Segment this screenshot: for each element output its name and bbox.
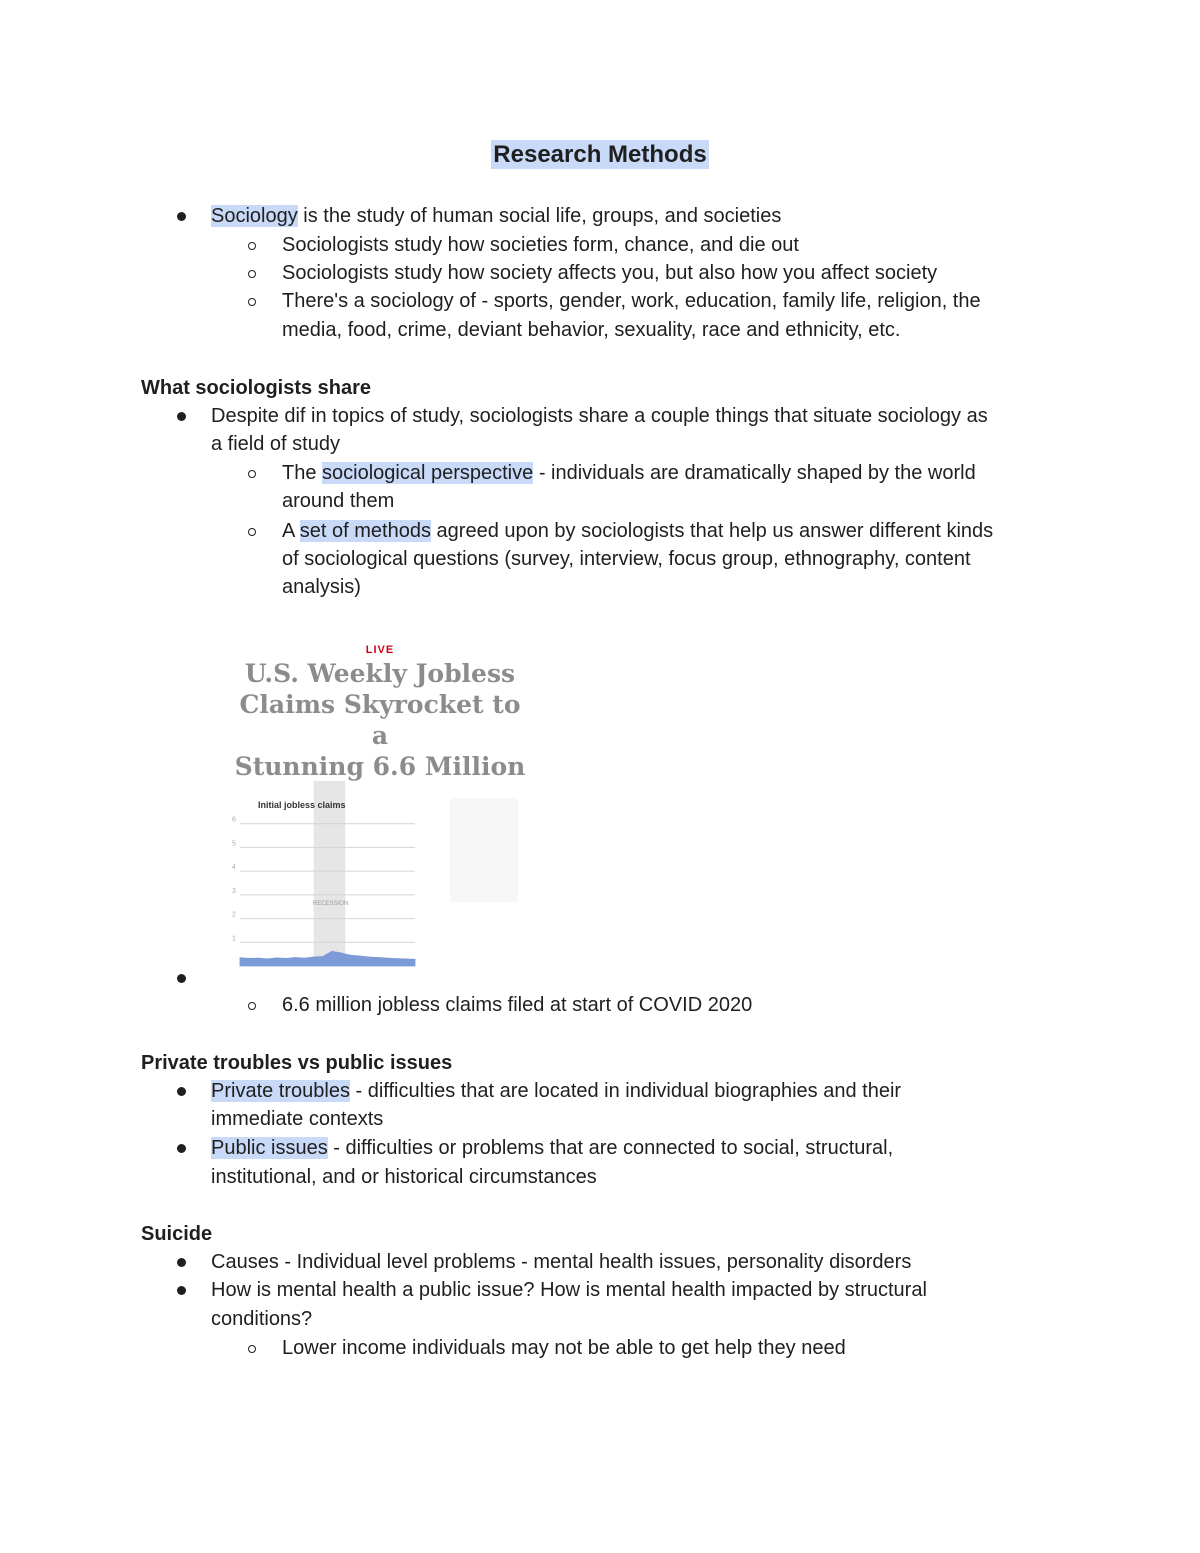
text: - individuals are dramatically shaped by the world xyxy=(533,462,976,484)
data-point xyxy=(239,957,240,958)
bullet-dot xyxy=(177,1144,186,1153)
sub-list-item: There's a sociology of - sports, gender, work, education, family life, religion, the xyxy=(282,290,981,312)
y-tick-label: 3 xyxy=(232,887,236,895)
list-item xyxy=(211,1134,893,1162)
bullet-dot xyxy=(177,212,186,221)
sub-list-item-cont: of sociological questions (survey, interview, focus group, ethnography, content xyxy=(282,548,971,570)
bullet-dot xyxy=(177,1258,186,1267)
data-point xyxy=(322,956,323,957)
data-point xyxy=(414,959,415,960)
text: agreed upon by sociologists that help us answer different kinds xyxy=(430,520,994,542)
text: A xyxy=(282,520,300,542)
sub-bullet-circle xyxy=(248,242,256,250)
sub-list-item xyxy=(282,459,976,487)
list-item: How is mental health a public issue? How is mental health impacted by structural xyxy=(211,1279,927,1301)
data-point xyxy=(332,951,333,952)
sub-bullet-circle xyxy=(248,1002,256,1010)
image-caption: 6.6 million jobless claims filed at start of COVID 2020 xyxy=(282,994,753,1016)
highlight-term: Private troubles xyxy=(211,1080,350,1102)
news-headline xyxy=(232,658,528,782)
faded-panel xyxy=(450,798,518,902)
list-item-cont: conditions? xyxy=(211,1308,313,1330)
data-point xyxy=(368,956,369,957)
list-item xyxy=(211,1077,901,1105)
y-tick-label: 2 xyxy=(232,911,236,919)
y-tick-label: 5 xyxy=(232,840,236,848)
sub-list-item-cont: around them xyxy=(282,490,395,512)
jobless-claims-chart xyxy=(232,778,422,974)
data-point xyxy=(286,958,287,959)
data-point xyxy=(387,958,388,959)
list-item-cont: institutional, and or historical circumstances xyxy=(211,1166,597,1188)
sub-list-item: Sociologists study how society affects you, but also how you affect society xyxy=(282,262,938,284)
list-item-cont: immediate contexts xyxy=(211,1108,384,1130)
bullet-dot xyxy=(177,974,186,983)
page-title xyxy=(0,141,1200,169)
data-point xyxy=(405,958,406,959)
text: The xyxy=(282,462,323,484)
sub-bullet-circle xyxy=(248,270,256,278)
data-point xyxy=(249,958,250,959)
data-point xyxy=(396,958,397,959)
list-item xyxy=(211,202,781,230)
data-point xyxy=(276,957,277,958)
data-point xyxy=(359,955,360,956)
title-text: Research Methods xyxy=(493,141,707,168)
data-point xyxy=(295,957,296,958)
data-point xyxy=(350,955,351,956)
headline-line: U.S. Weekly Jobless xyxy=(244,659,516,688)
bullet-dot xyxy=(177,1286,186,1295)
news-screenshot-image xyxy=(232,640,526,970)
data-point xyxy=(267,958,268,959)
data-point xyxy=(313,956,314,957)
bullet-dot xyxy=(177,1087,186,1096)
list-item: Causes - Individual level problems - mental health issues, personality disorders xyxy=(211,1251,912,1273)
section-heading: What sociologists share xyxy=(141,377,372,399)
data-point xyxy=(378,957,379,958)
sub-bullet-circle xyxy=(248,1345,256,1353)
sub-bullet-circle xyxy=(248,470,256,478)
sub-list-item xyxy=(282,517,993,545)
data-point xyxy=(304,958,305,959)
y-tick-label: 4 xyxy=(232,864,236,872)
headline-line: Stunning 6.6 Million xyxy=(234,752,526,781)
sub-list-item-cont: analysis) xyxy=(282,576,361,598)
list-item-cont: a field of study xyxy=(211,433,340,455)
section-heading: Suicide xyxy=(141,1223,213,1245)
sub-list-item-cont: media, food, crime, deviant behavior, sexuality, race and ethnicity, etc. xyxy=(282,319,901,341)
sub-list-item: Sociologists study how societies form, chance, and die out xyxy=(282,234,799,256)
data-point xyxy=(341,952,342,953)
text: - difficulties that are located in individual biographies and their xyxy=(349,1080,902,1102)
highlight-term: Sociology xyxy=(211,205,298,227)
bullet-dot xyxy=(177,412,186,421)
text: - difficulties or problems that are connected to social, structural, xyxy=(327,1137,894,1159)
y-tick-label: 6 xyxy=(232,816,236,824)
data-point xyxy=(258,958,259,959)
claims-area xyxy=(240,951,415,966)
highlight-term: Public issues xyxy=(211,1137,328,1159)
sub-bullet-circle xyxy=(248,298,256,306)
highlight-term: set of methods xyxy=(299,520,431,542)
y-tick-label: 1 xyxy=(232,935,236,943)
sub-bullet-circle xyxy=(248,528,256,536)
recession-label: RECESSION xyxy=(312,901,349,907)
headline-line: Claims Skyrocket to a xyxy=(239,690,521,750)
highlight-term: sociological perspective xyxy=(322,462,534,484)
live-label: LIVE xyxy=(365,644,395,656)
sub-list-item: Lower income individuals may not be able to get help they need xyxy=(282,1337,846,1359)
section-heading: Private troubles vs public issues xyxy=(141,1052,453,1074)
list-item: Despite dif in topics of study, sociologists share a couple things that situate sociology as xyxy=(211,405,988,427)
list-item-text: is the study of human social life, groups, and societies xyxy=(297,205,782,227)
chart-title: Initial jobless claims xyxy=(258,800,346,810)
